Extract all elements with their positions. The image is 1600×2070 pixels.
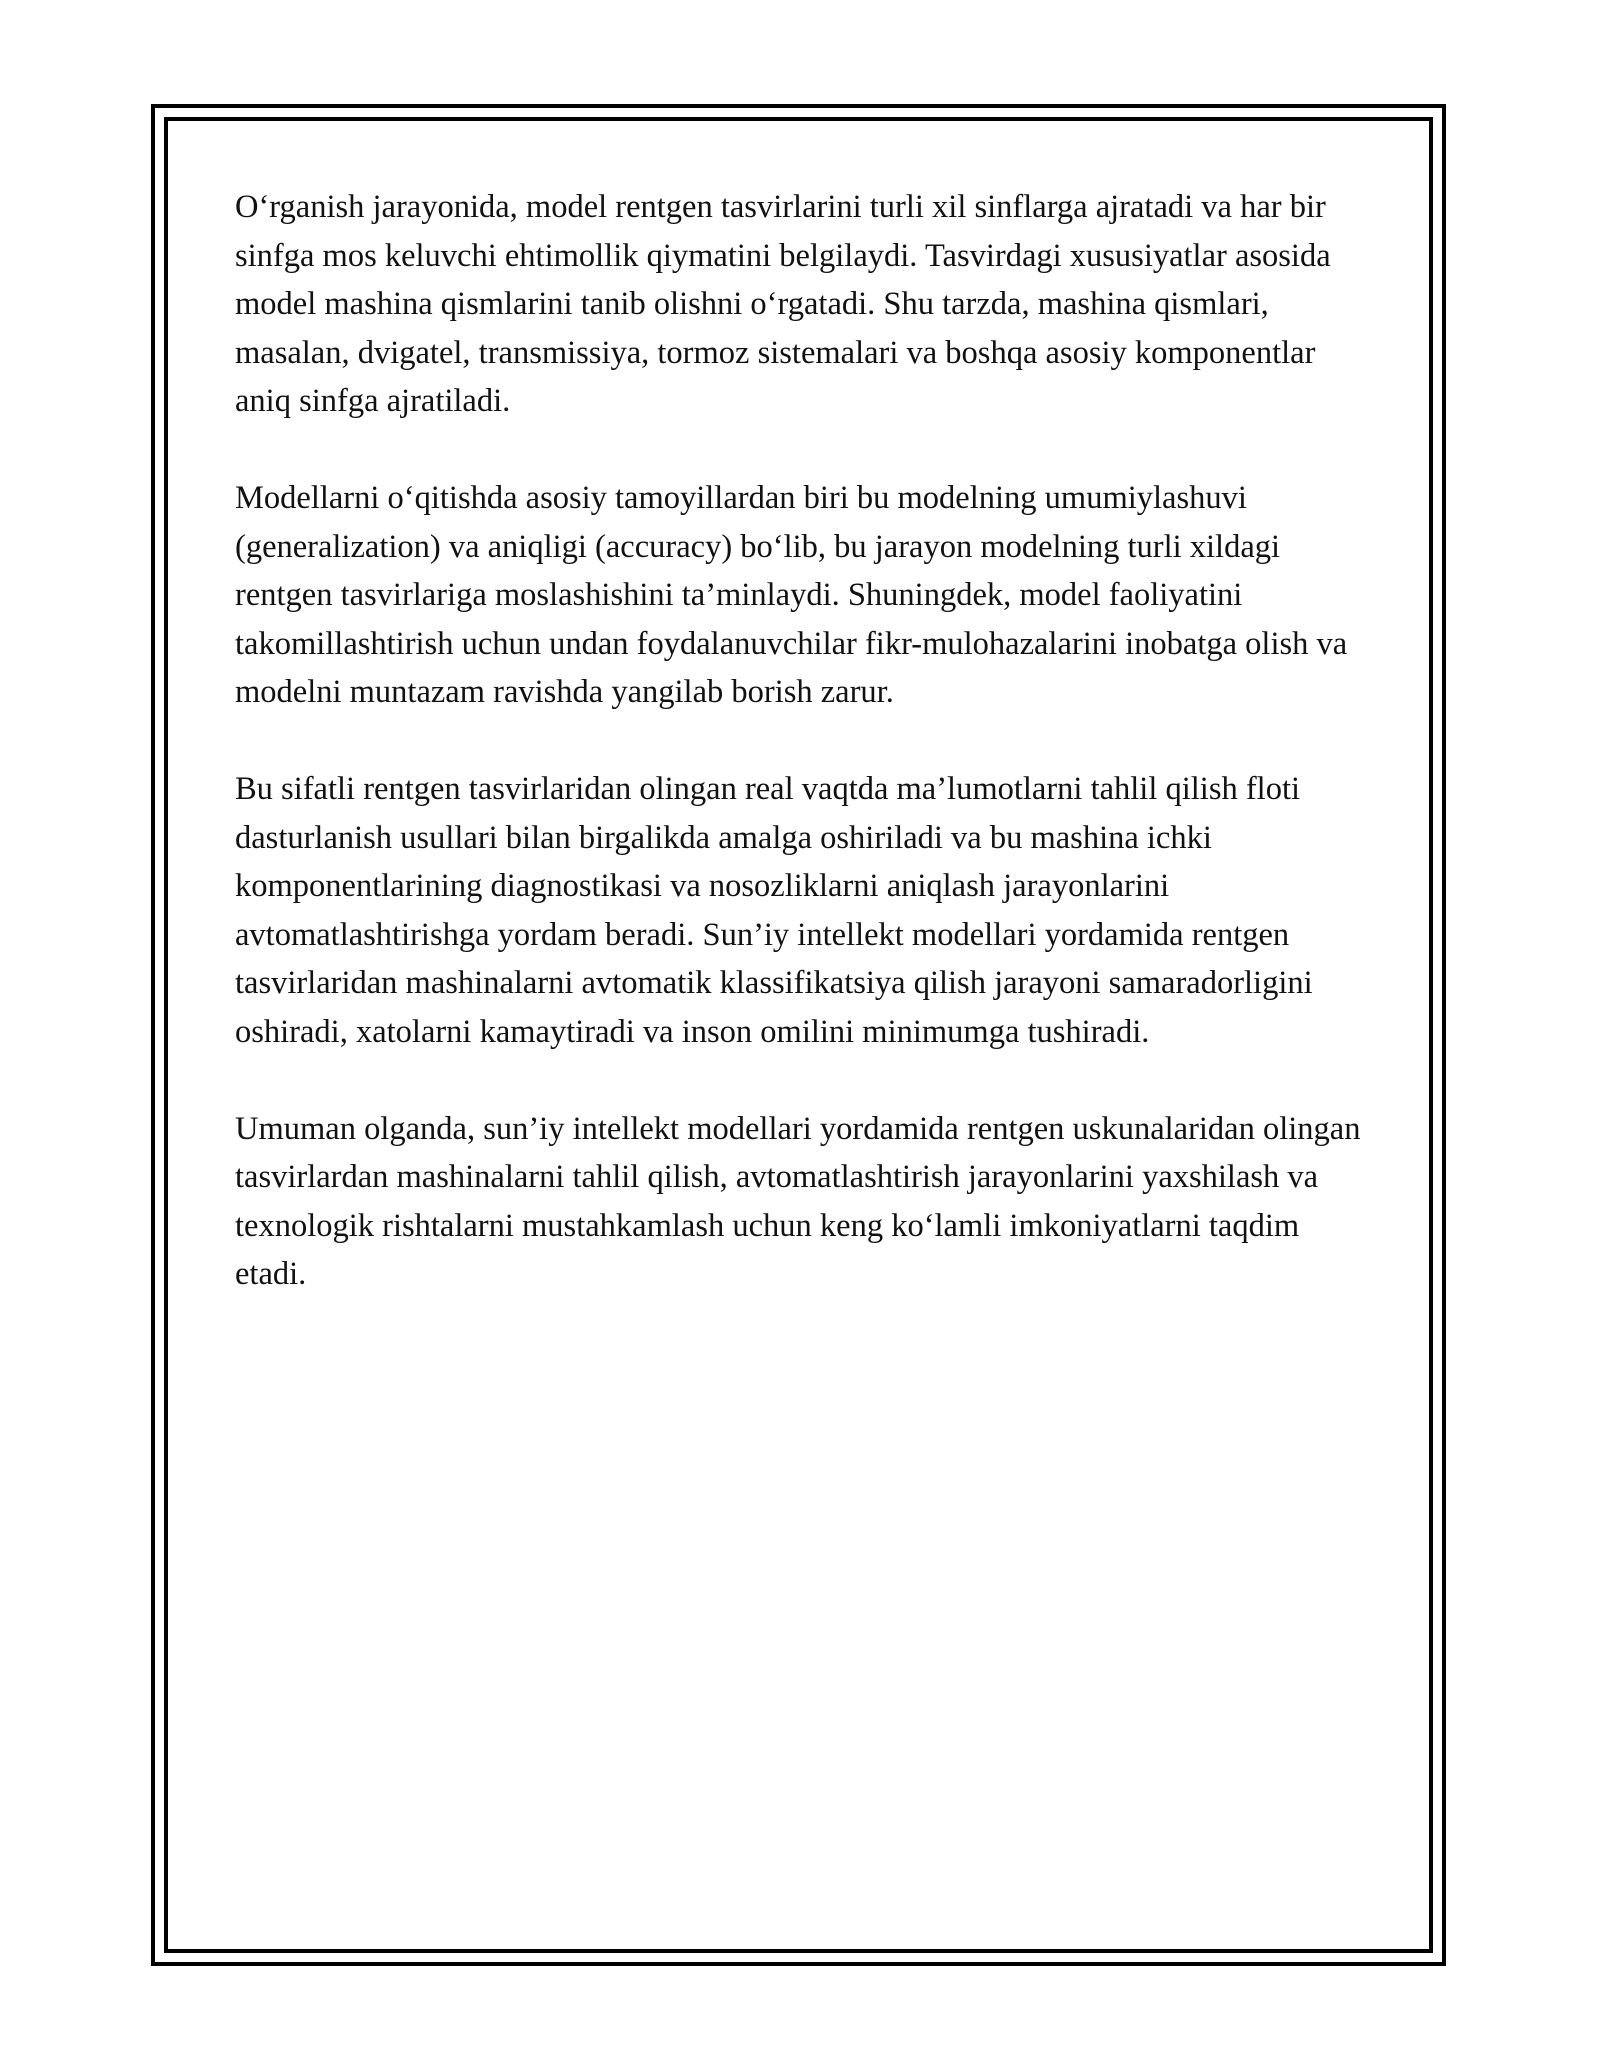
paragraph-1: O‘rganish jarayonida, model rentgen tasvirlarini turli xil sinflarga ajratadi va har bir sinfga mos keluvchi ehtimollik qiymatini belgilaydi. Tasvirdagi xususiyatlar asosida model mashina qismlarini tanib olishni o‘rgatadi. Shu tarzda, mashina qismlari, masalan, dvigatel, transmissiya, tormoz sistemalari va boshqa asosiy komponentlar aniq sinfga ajratiladi.: [235, 189, 1331, 419]
paragraph-4: Umuman olganda, sun’iy intellekt modellari yordamida rentgen uskunalaridan olingan tasvirlardan mashinalarni tahlil qilish, avtomatlashtirish jarayonlarini yaxshilash va texnologik rishtalarni mustahkamlash uchun keng ko‘lamli imkoniyatlarni taqdim etadi.: [235, 1110, 1361, 1292]
document-body: [235, 183, 1375, 1299]
paragraph-3: Bu sifatli rentgen tasvirlaridan olingan real vaqtda ma’lumotlarni tahlil qilish floti dasturlanish usullari bilan birgalikda amalga oshiriladi va bu mashina ichki komponentlarining diagnostikasi va nosozliklarni aniqlash jarayonlarini avtomatlashtirishga yordam beradi. Sun’iy intellekt modellari yordamida rentgen tasvirlaridan mashinalarni avtomatik klassifikatsiya qilish jarayoni samaradorligini oshiradi, xatolarni kamaytiradi va inson omilini minimumga tushiradi.: [235, 771, 1313, 1050]
paragraph-2: Modellarni o‘qitishda asosiy tamoyillardan biri bu modelning umumiylashuvi (generalization) va aniqligi (accuracy) bo‘lib, bu jarayon modelning turli xildagi rentgen tasvirlariga moslashishini ta’minlaydi. Shuningdek, model faoliyatini takomillashtirish uchun undan foydalanuvchilar fikr-mulohazalarini inobatga olish va modelni muntazam ravishda yangilab borish zarur.: [235, 480, 1348, 710]
